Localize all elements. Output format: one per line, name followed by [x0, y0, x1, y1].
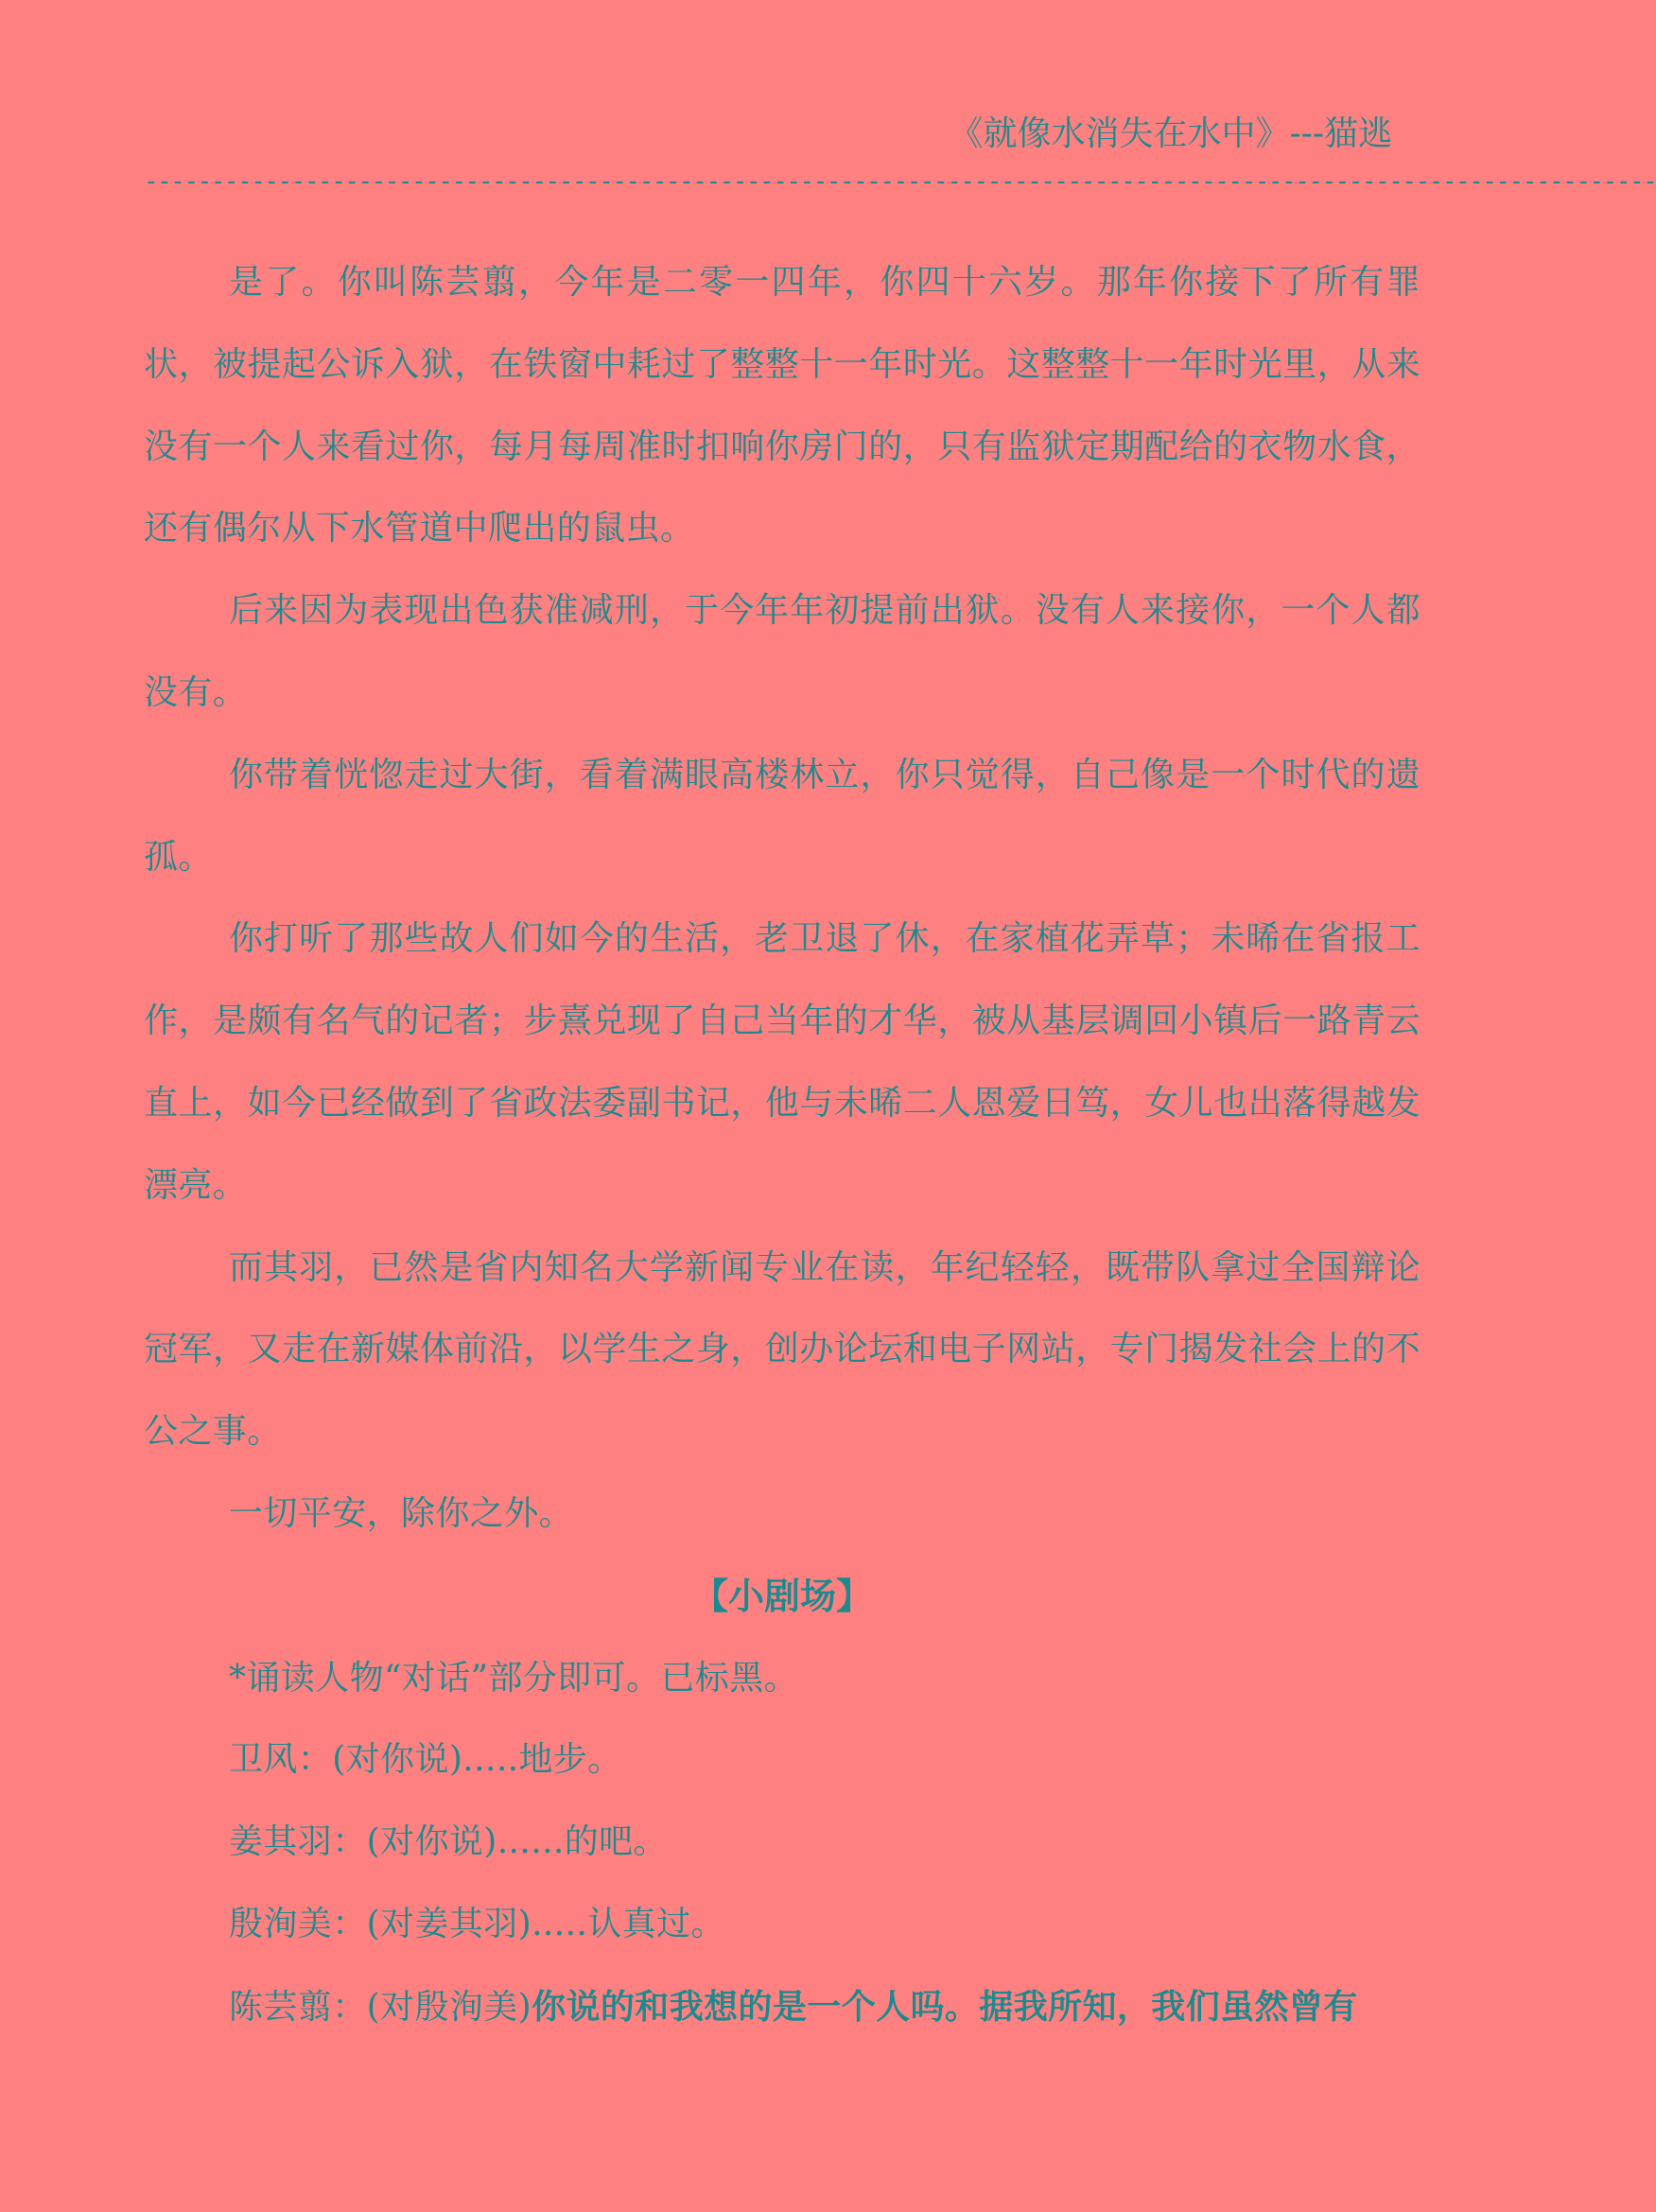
dialogue-line: 姜其羽：(对你说)......的吧。 [229, 1822, 668, 1862]
section-title-theater: 【小剧场】 [691, 1574, 872, 1617]
theater-note: *诵读人物“对话”部分即可。已标黑。 [229, 1658, 799, 1698]
paragraph: 而其羽，已然是省内知名大学新闻专业在读，年纪轻轻，既带队拿过全国辩论冠军，又走在新媒体前沿，以学生之身，创办论坛和电子网站，专门揭发社会上的不公之事。 [144, 1247, 1421, 1452]
paragraph: 一切平安，除你之外。 [229, 1493, 574, 1533]
dialogue-line: 殷洵美：(对姜其羽).....认真过。 [229, 1904, 725, 1943]
paragraph: 是了。你叫陈芸翦，今年是二零一四年，你四十六岁。那年你接下了所有罪状，被提起公诉入狱，在铁窗中耗过了整整十一年时光。这整整十一年时光里，从来没有一个人来看过你，每月每周准时扣响你房门的，只有监狱定期配给的衣物水食，还有偶尔从下水管道中爬出的鼠虫。 [144, 263, 1421, 549]
dialogue-speech-bold: 你说的和我想的是一个人吗。据我所知，我们虽然曾有 [532, 1986, 1358, 2027]
header-divider: ----------------------------------------------------------------------------------------------------------------- [144, 167, 1656, 196]
document-body [144, 242, 1421, 2049]
dialogue-speaker: 陈芸翦：(对殷洵美) [229, 1987, 532, 2027]
paragraph: 你带着恍惚走过大街，看着满眼高楼林立，你只觉得，自己像是一个时代的遗孤。 [144, 755, 1421, 877]
paragraph: 你打听了那些故人们如今的生活，老卫退了休，在家植花弄草；未晞在省报工作，是颇有名气的记者；步熹兑现了自己当年的才华，被从基层调回小镇后一路青云直上，如今已经做到了省政法委副书记，他与未晞二人恩爱日笃，女儿也出落得越发漂亮。 [144, 919, 1421, 1205]
dialogue-line-last [144, 1966, 1421, 2049]
paragraph: 后来因为表现出色获准减刑，于今年年初提前出狱。没有人来接你，一个人都没有。 [144, 591, 1421, 712]
document-header-title: 《就像水消失在水中》---猫逃 [949, 114, 1392, 153]
dialogue-line: 卫风：(对你说).....地步。 [229, 1740, 622, 1780]
